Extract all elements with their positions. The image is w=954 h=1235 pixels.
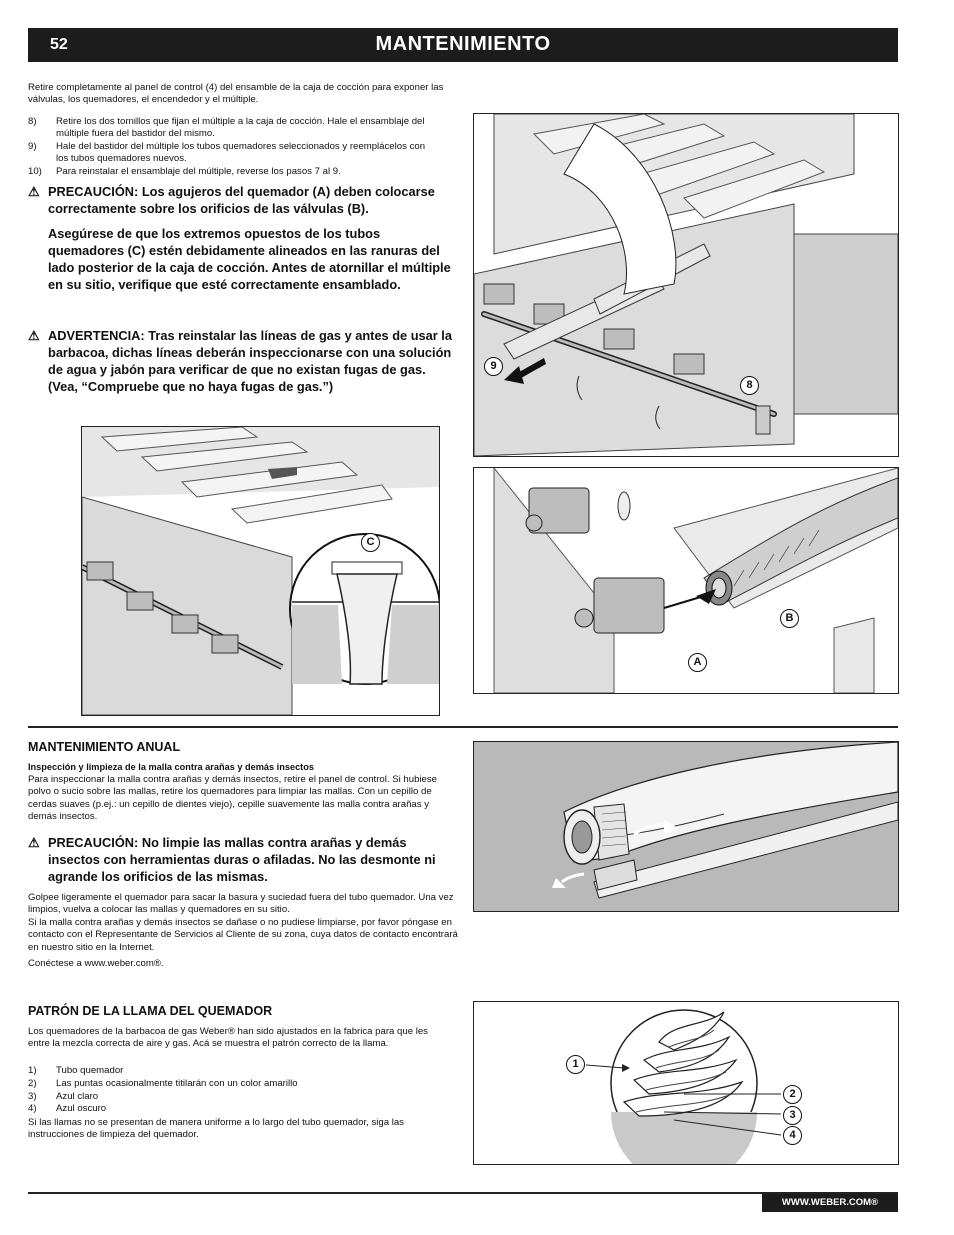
callout-b: B bbox=[780, 609, 799, 628]
annual-caution-text: PRECAUCIÓN: No limpie las mallas contra arañas y demás insectos con herramientas duras o afiladas. No las desmonte ni agrande los orificios de las mismas. bbox=[48, 835, 436, 884]
list-item: 4) Azul oscuro bbox=[28, 1103, 107, 1115]
callout-a: A bbox=[688, 653, 707, 672]
burner-cleaning-figure bbox=[473, 741, 899, 912]
list-item: 3) Azul claro bbox=[28, 1090, 99, 1102]
caution-text: PRECAUCIÓN: Los agujeros del quemador (A) deben colocarse correctamente sobre los orificios de las válvulas (B). bbox=[48, 184, 435, 216]
warning-block bbox=[28, 327, 456, 395]
annual-paragraph: Conéctese a www.weber.com®. bbox=[28, 958, 164, 969]
page-header bbox=[28, 28, 898, 62]
list-item: 1) Tubo quemador bbox=[28, 1065, 124, 1076]
manifold-removal-figure bbox=[473, 113, 899, 457]
annual-heading: MANTENIMIENTO ANUAL bbox=[28, 740, 181, 754]
list-item: 10) Para reinstalar el ensamblaje del múltiple, reverse los pasos 7 al 9. bbox=[28, 165, 341, 177]
list-item: 8) Retire los dos tornillos que fijan el múltiple a la caja de cocción. Hale el ensamblaje del múltiple fuera del bastidor del mismo. bbox=[28, 116, 425, 140]
flame-heading: PATRÓN DE LA LLAMA DEL QUEMADOR bbox=[28, 1004, 273, 1018]
page-number: 52 bbox=[50, 36, 68, 53]
warning-icon: ⚠ bbox=[28, 184, 40, 199]
burner-alignment-figure bbox=[81, 426, 440, 716]
annual-paragraph: Golpee ligeramente el quemador para sacar la basura y suciedad fuera del tubo quemador. Una vez limpios, vuelva a colocar las mallas y quemadores en su sitio. bbox=[28, 892, 454, 916]
list-item: 9) Hale del bastidor del múltiple los tubos quemadores seleccionados y reemplácelos con los tubos quemadores nuevos. bbox=[28, 140, 426, 165]
callout-8: 8 bbox=[740, 376, 759, 395]
section-divider bbox=[28, 726, 898, 728]
caution-block bbox=[28, 183, 456, 293]
callout-2: 2 bbox=[783, 1085, 802, 1104]
callout-1: 1 bbox=[566, 1055, 585, 1074]
callout-c: C bbox=[361, 533, 380, 552]
callout-4: 4 bbox=[783, 1126, 802, 1145]
flame-closing: Si las llamas no se presentan de manera uniforme a lo largo del tubo quemador, siga las instrucciones de limpieza del quemador. bbox=[28, 1117, 404, 1141]
caution-extra-text: Asegúrese de que los extremos opuestos de los tubos quemadores (C) estén debidamente alineados en las ranuras del lado posterior de la caja de cocción. Antes de atornillar el múltiple en su sitio, verifique que esté correctamente ensamblado. bbox=[48, 226, 451, 292]
annual-paragraph: Si la malla contra arañas y demás insectos se dañase o no pudiese limpiarse, por favor póngase en contacto con el Representante de Servicios al Cliente de su zona, cuya datos de contacto encontrará en nuestro sitio en la Internet. bbox=[28, 917, 458, 953]
annual-caution-block bbox=[28, 834, 456, 885]
intro-paragraph: Retire completamente al panel de control (4) del ensamble de la caja de cocción para exponer las válvulas, los quemadores, el encendedor y el múltiple. bbox=[28, 82, 444, 106]
callout-3: 3 bbox=[783, 1106, 802, 1125]
flame-intro: Los quemadores de la barbacoa de gas Weber® han sido ajustados en la fabrica para que les entre la mezcla correcta de aire y gas. Acá se muestra el patrón correcto de la llama. bbox=[28, 1026, 428, 1050]
warning-text: ADVERTENCIA: Tras reinstalar las líneas de gas y antes de usar la barbacoa, dichas líneas deberán inspeccionarse con una solución de agua y jabón para verificar de que no existan fugas de gas. (Vea, “Compruebe que no haya fugas de gas.”) bbox=[48, 328, 452, 394]
flame-pattern-figure bbox=[473, 1001, 899, 1165]
steps-list bbox=[28, 116, 428, 178]
warning-icon: ⚠ bbox=[28, 328, 40, 343]
callout-9: 9 bbox=[484, 357, 503, 376]
annual-subheading: Inspección y limpieza de la malla contra arañas y demás insectos bbox=[28, 762, 314, 772]
warning-icon: ⚠ bbox=[28, 835, 40, 850]
flame-list bbox=[28, 1065, 448, 1116]
list-item: 2) Las puntas ocasionalmente titilarán con un color amarillo bbox=[28, 1077, 298, 1089]
valve-orifice-figure bbox=[473, 467, 899, 694]
page-title: MANTENIMIENTO bbox=[375, 33, 551, 55]
footer-url: WWW.WEBER.COM® bbox=[762, 1194, 898, 1212]
annual-paragraph: Para inspeccionar la malla contra arañas y demás insectos, retire el panel de control. Si hubiese polvo o sucio sobre las mallas, retire los quemadores para limpiar las mallas. Con un cepillo de cerdas suaves (p.ej.: un cepillo de dientes viejo), cepille suavemente las malla contra arañas y demás insectos. bbox=[28, 774, 438, 823]
